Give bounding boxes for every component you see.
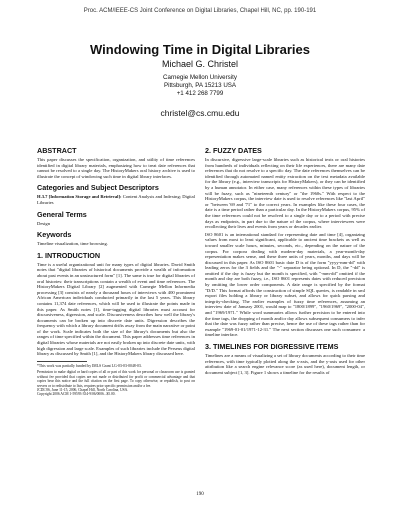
running-head: Proc. ACM/IEEE-CS Joint Conference on Digital Libraries, Chapel Hill, NC, pp. 190-191 (83, 8, 317, 14)
timelines-heading: 3. TIMELINES FOR DIGRESSIVE ITEMS (205, 342, 339, 351)
affiliation-block (0, 74, 400, 98)
fuzzy-dates-heading: 2. FUZZY DATES (205, 146, 262, 155)
keywords-section (37, 230, 195, 247)
abstract-heading: ABSTRACT (37, 146, 77, 155)
copyright-notice: Permission to make digital or hard copies of all or part of this work for personal or classroom use is granted without fee provided that copies are not made or distributed for profit or commercial advantage and that copies bear this notice and the full citation on the first page. To copy otherwise, or republish, to post on servers or to redistribute to lists, requires prior specific permission and/or a fee. (37, 370, 195, 388)
categories-heading: Categories and Subject Descriptors (37, 183, 159, 193)
right-column (205, 146, 365, 379)
introduction-text: Time is a useful organizational unit for many types of digital libraries. David Smith notes that "digital libraries of historical documents provide a wealth of information about past events in an unstructured form" [1]. The same is true for digital libraries of oral histories: their transcriptions contain a wealth of event and time references. The HistoryMakers Digital Library [2] augmented with Carnegie Mellon Informedia processing [3] consists of nearly a thousand hours of interviews with 400 prominent African American individuals conducted primarily in the last 5 years. This library contains 11,374 date references, which will be used to illustrate the points made in this paper. As Smith notes [1], time-tagging digital libraries must account for discursiveness, digression, and scale. Discursiveness describes how well the library's documents can be broken up into discrete date units. Digression describes the frequency with which a library document drifts away from the main narrative or point of the work. Scale indicates both the size of the library's documents but also the ranges of time specified within the document. This paper addresses time references in digital libraries whose materials are not easily broken up into discrete date units, with high digression and large scale. Examples of such libraries include the Perseus digital library as discussed by Smith [1], and the HistoryMakers library discussed here. (37, 261, 195, 357)
categories-description: Content Analysis and Indexing; Digital Libraries (37, 194, 195, 205)
abstract-text: This paper discusses the specification, organization, and utility of time references identified in digital library materials, emphasizing how to treat date references that cannot be resolved to a single day. The HistoryMakers oral history archive is used to illustrate the concept of windowing such time in digital library interfaces. (37, 157, 195, 179)
funding-footnote: *This work was partially funded by IMLS Grant LG-03-03-0048-03. (37, 363, 142, 368)
fuzzy-dates-paragraph: ISO 8601 is an international standard for representing date and time [4], organizing values from most to least significant, applicable to ancient time brackets as well as toward smaller scale hours, minutes, seconds, etc., depending on the nature of the corpus. For corpora dealing with modern-day materials, a year-month-day representation makes sense, and these three units of years, months, and days will be discussed in this paper. As ISO 8601 basic date D is of the form "yyyy-mm-dd" with leading zeros for the 3 fields and the "-" separator being optional. In D, the "-dd" is omitted if the day is fuzzy but the month is specified, with "-mm-dd" omitted if the month and day are both fuzzy, i.e., ISO 8601 represents dates with reduced precision by omitting the lower order components. A date range is specified by the format "D/D." This format affords the construction of simple SQL queries, is readable in xml export files holding a library or library subset, and allows for quick parsing and integrity-checking. The earlier examples of fuzzy time references, assuming an interview date of January 2001, would map to "1800/1899", "1960/1969", "2000-04", and "1969/1971." While word summaries allows further precision to be entered into the time tags, the dropping of month and/or day allows subsequent consumers to infer that the date was fuzzy rather than precise, hence the use of these tags rather than for example "1969-01-01/1971-12-31." The next section discusses one such consumer: a timeline interface. (205, 231, 365, 338)
affiliation-line: +1 412 268 7799 (176, 90, 224, 97)
keywords-heading: Keywords (37, 230, 72, 240)
left-column (37, 146, 195, 397)
page-number: 190 (196, 492, 204, 497)
fuzzy-dates-section (205, 146, 365, 338)
copyright-line: Copyright 2006 ACM 1-59593-354-9/06/0006...$5.00. (37, 392, 116, 397)
author-name: Michael G. Christel (161, 59, 239, 69)
categories-code: H.3.7 [Information Storage and Retrieval]: (37, 194, 122, 200)
introduction-heading: 1. INTRODUCTION (37, 250, 101, 260)
affiliation-line: Pittsburgh, PA 15213 USA (163, 82, 237, 89)
general-terms-text: Design (37, 220, 51, 226)
footnote-divider (37, 361, 87, 362)
timelines-paragraph: Timelines are a means of visualizing a set of library documents according to their time references, with time typically plotted along the x-axis, and the y-axis used for other attribution like a search engine relevance score (as used here), document length, or document subject [1, 3]. Figure 1 shows a timeline for the results of (205, 353, 365, 375)
fuzzy-dates-paragraph: In discursive, digressive large-scale libraries such as historical texts or oral histories from hundreds of individuals reflecting on their life experiences, there are many date references that do not resolve to a specific day. The date references themselves can be identified through automated named entity extraction on the text metadata available for the library (e.g., interview transcripts for HistoryMakers), or they can be identified by a human annotator. In either case, many references within these types of libraries will be fuzzy, such as "nineteenth century" or "the 1960s." With respect to the HistoryMakers corpus, the interview date is used to resolve references like "last April" or "between '69 and '71" to the correct years. In examples like these four cases, the date is a time period rather than a particular day. In the HistoryMakers corpus, 95% of the time references could not be resolved to a single day or to a period with precise days as endpoints, in part due to the nature of the corpus, where interviewees were recollecting their lives and events from years or decades earlier. (205, 157, 365, 230)
affiliation-line: Carnegie Mellon University (163, 74, 237, 81)
general-terms-section (37, 210, 195, 227)
abstract-section (37, 146, 195, 179)
keywords-text: Timeline visualization, time browsing. (37, 241, 108, 247)
author-email: christel@cs.cmu.edu (160, 108, 240, 118)
categories-text (37, 194, 195, 205)
paper-title: Windowing Time in Digital Libraries (90, 42, 310, 57)
general-terms-heading: General Terms (37, 209, 87, 219)
timelines-section (205, 342, 365, 375)
conference-info: JCDL'06, June 11-15, 2006, Chapel Hill, North Carolina, USA. (37, 388, 129, 393)
categories-section (37, 183, 195, 205)
introduction-section (37, 251, 195, 357)
